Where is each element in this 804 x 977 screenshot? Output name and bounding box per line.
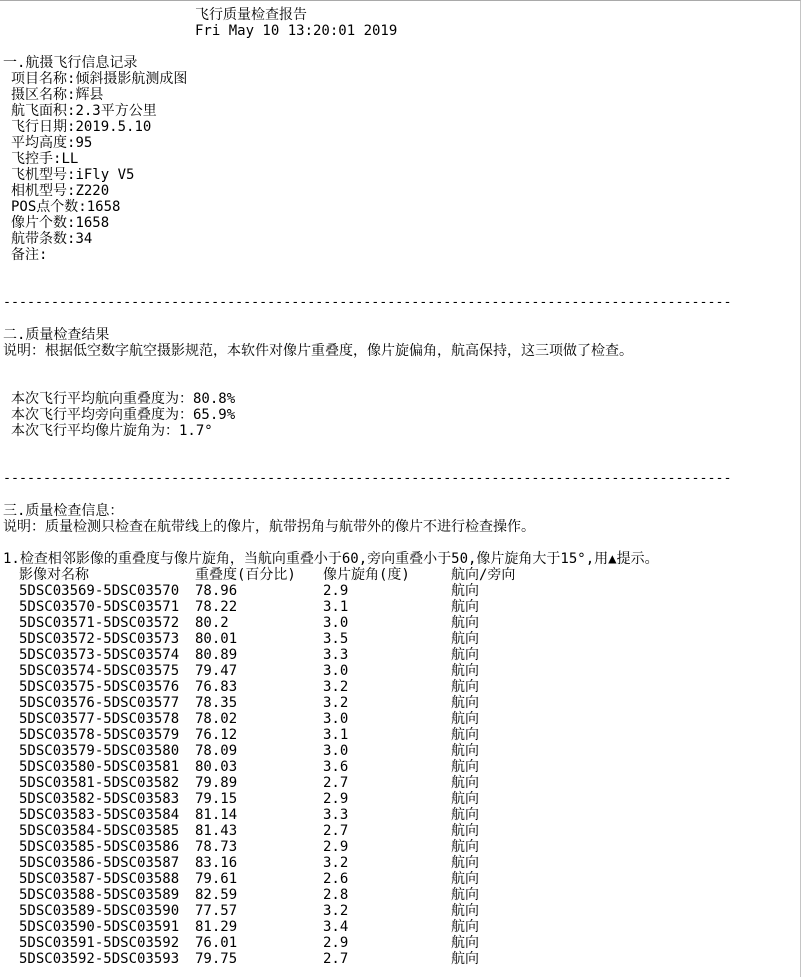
cell-image-pair: 5DSC03589-5DSC03590 (19, 903, 180, 919)
info-field-pilot (11, 151, 78, 167)
cell-overlap: 83.16 (195, 855, 238, 871)
cell-direction: 航向 (451, 663, 479, 679)
report-title: 飞行质量检查报告 (195, 7, 307, 23)
info-field-value: 辉县 (75, 87, 104, 103)
cell-image-pair: 5DSC03582-5DSC03583 (19, 791, 180, 807)
info-field-flight-area (11, 103, 157, 119)
section1-heading: 一.航摄飞行信息记录 (3, 55, 138, 71)
cell-overlap: 76.01 (195, 935, 238, 951)
cell-rotation: 3.3 (323, 647, 349, 663)
divider-line: ------------------------------------------------------------------------------------------- (3, 471, 732, 486)
table-row (0, 935, 800, 951)
cell-direction: 航向 (451, 599, 479, 615)
cell-rotation: 2.9 (323, 791, 349, 807)
info-field-value: 倾斜摄影航测成图 (75, 71, 188, 87)
column-header-rotation: 像片旋角(度) (323, 567, 410, 583)
cell-rotation: 2.8 (323, 887, 349, 903)
cell-overlap: 78.22 (195, 599, 238, 615)
cell-image-pair: 5DSC03587-5DSC03588 (19, 871, 180, 887)
info-field-label: 航飞面积: (11, 103, 76, 119)
cell-direction: 航向 (451, 775, 479, 791)
section2-heading: 二.质量检查结果 (3, 327, 110, 343)
cell-rotation: 2.9 (323, 935, 349, 951)
table-row (0, 647, 800, 663)
info-field-label: 飞行日期: (11, 119, 76, 135)
summary-side-overlap (11, 407, 235, 423)
info-field-flight-date (11, 119, 151, 135)
info-field-average-height (11, 135, 92, 151)
cell-direction: 航向 (451, 711, 479, 727)
table-row (0, 791, 800, 807)
cell-image-pair: 5DSC03575-5DSC03576 (19, 679, 180, 695)
cell-rotation: 2.7 (323, 823, 349, 839)
info-field-value: iFly V5 (75, 167, 135, 183)
cell-image-pair: 5DSC03571-5DSC03572 (19, 615, 180, 631)
cell-direction: 航向 (451, 903, 479, 919)
cell-overlap: 78.09 (195, 743, 238, 759)
cell-image-pair: 5DSC03577-5DSC03578 (19, 711, 180, 727)
cell-image-pair: 5DSC03584-5DSC03585 (19, 823, 180, 839)
section3-heading: 三.质量检查信息： (3, 503, 124, 519)
cell-overlap: 82.59 (195, 887, 238, 903)
cell-image-pair: 5DSC03590-5DSC03591 (19, 919, 180, 935)
cell-overlap: 78.96 (195, 583, 238, 599)
cell-image-pair: 5DSC03579-5DSC03580 (19, 743, 180, 759)
cell-rotation: 3.3 (323, 807, 349, 823)
cell-overlap: 81.14 (195, 807, 238, 823)
cell-image-pair: 5DSC03574-5DSC03575 (19, 663, 180, 679)
cell-direction: 航向 (451, 935, 479, 951)
cell-direction: 航向 (451, 855, 479, 871)
table-row (0, 631, 800, 647)
info-field-label: 项目名称: (11, 71, 76, 87)
info-field-remarks (11, 247, 47, 263)
info-field-value: 2.3平方公里 (75, 103, 157, 119)
info-field-value: 95 (75, 135, 93, 151)
info-field-photo-count (11, 215, 109, 231)
info-field-area-name (11, 87, 103, 103)
cell-direction: 航向 (451, 679, 479, 695)
info-field-value: Z220 (75, 183, 110, 199)
info-field-pos-count (11, 199, 120, 215)
cell-direction: 航向 (451, 759, 479, 775)
info-field-label: 摄区名称: (11, 87, 76, 103)
cell-overlap: 78.73 (195, 839, 238, 855)
summary-value: 80.8% (193, 391, 236, 407)
cell-image-pair: 5DSC03576-5DSC03577 (19, 695, 180, 711)
cell-image-pair: 5DSC03581-5DSC03582 (19, 775, 180, 791)
cell-rotation: 2.9 (323, 839, 349, 855)
table-row (0, 823, 800, 839)
table-row (0, 615, 800, 631)
cell-direction: 航向 (451, 727, 479, 743)
table-row (0, 919, 800, 935)
cell-image-pair: 5DSC03578-5DSC03579 (19, 727, 180, 743)
cell-rotation: 3.2 (323, 855, 349, 871)
summary-value: 65.9% (193, 407, 236, 423)
info-field-label: 飞机型号: (11, 167, 76, 183)
cell-rotation: 3.1 (323, 599, 349, 615)
cell-direction: 航向 (451, 887, 479, 903)
cell-rotation: 3.1 (323, 727, 349, 743)
cell-rotation: 3.0 (323, 663, 349, 679)
summary-label: 本次飞行平均航向重叠度为： (11, 391, 193, 407)
info-field-label: 像片个数: (11, 215, 76, 231)
cell-rotation: 3.2 (323, 695, 349, 711)
info-field-label: 相机型号: (11, 183, 76, 199)
cell-overlap: 76.83 (195, 679, 238, 695)
cell-overlap: 80.01 (195, 631, 238, 647)
report-timestamp: Fri May 10 13:20:01 2019 (195, 23, 398, 39)
cell-overlap: 79.61 (195, 871, 238, 887)
cell-rotation: 3.0 (323, 711, 349, 727)
cell-direction: 航向 (451, 743, 479, 759)
info-field-value: 34 (75, 231, 93, 247)
info-field-camera-model (11, 183, 109, 199)
table-row (0, 695, 800, 711)
info-field-value: 2019.5.10 (75, 119, 152, 135)
cell-overlap: 81.29 (195, 919, 238, 935)
cell-image-pair: 5DSC03570-5DSC03571 (19, 599, 180, 615)
table-row (0, 839, 800, 855)
table-row (0, 951, 800, 967)
summary-value: 1.7° (179, 423, 213, 439)
cell-image-pair: 5DSC03573-5DSC03574 (19, 647, 180, 663)
cell-rotation: 2.7 (323, 775, 349, 791)
info-field-label: 飞控手: (11, 151, 62, 167)
cell-direction: 航向 (451, 807, 479, 823)
info-field-value: 1658 (75, 215, 110, 231)
summary-heading-overlap (11, 391, 235, 407)
table-row (0, 887, 800, 903)
cell-overlap: 78.35 (195, 695, 238, 711)
cell-overlap: 79.15 (195, 791, 238, 807)
info-field-value: 1658 (86, 199, 121, 215)
cell-direction: 航向 (451, 871, 479, 887)
summary-rotation (11, 423, 213, 439)
cell-image-pair: 5DSC03585-5DSC03586 (19, 839, 180, 855)
cell-rotation: 3.0 (323, 743, 349, 759)
cell-rotation: 3.6 (323, 759, 349, 775)
column-header-pair: 影像对名称 (19, 567, 89, 583)
cell-overlap: 80.03 (195, 759, 238, 775)
section2-note: 说明：根据低空数字航空摄影规范，本软件对像片重叠度，像片旋偏角，航高保持，这三项做了检查。 (3, 343, 633, 359)
cell-image-pair: 5DSC03592-5DSC03593 (19, 951, 180, 967)
cell-direction: 航向 (451, 839, 479, 855)
cell-rotation: 3.0 (323, 615, 349, 631)
cell-overlap: 77.57 (195, 903, 238, 919)
table-row (0, 679, 800, 695)
cell-direction: 航向 (451, 791, 479, 807)
cell-image-pair: 5DSC03569-5DSC03570 (19, 583, 180, 599)
section3-note: 说明：质量检测只检查在航带线上的像片，航带拐角与航带外的像片不进行检查操作。 (3, 519, 535, 535)
check-title: 1.检查相邻影像的重叠度与像片旋角，当航向重叠小于60,旁向重叠小于50,像片旋角大于15°,用▲提示。 (3, 551, 659, 567)
cell-rotation: 3.2 (323, 903, 349, 919)
cell-direction: 航向 (451, 695, 479, 711)
table-row (0, 727, 800, 743)
summary-label: 本次飞行平均像片旋角为： (11, 423, 179, 439)
table-row (0, 663, 800, 679)
cell-direction: 航向 (451, 647, 479, 663)
cell-rotation: 2.6 (323, 871, 349, 887)
table-row (0, 807, 800, 823)
info-field-value: LL (61, 151, 79, 167)
cell-direction: 航向 (451, 919, 479, 935)
cell-rotation: 3.2 (323, 679, 349, 695)
cell-overlap: 78.02 (195, 711, 238, 727)
divider-line: ------------------------------------------------------------------------------------------- (3, 295, 732, 310)
column-header-direction: 航向/旁向 (451, 567, 516, 583)
cell-overlap: 79.47 (195, 663, 238, 679)
info-field-label: 航带条数: (11, 231, 76, 247)
cell-image-pair: 5DSC03591-5DSC03592 (19, 935, 180, 951)
table-row (0, 743, 800, 759)
table-row (0, 583, 800, 599)
cell-rotation: 3.5 (323, 631, 349, 647)
info-field-label: 平均高度: (11, 135, 76, 151)
cell-direction: 航向 (451, 583, 479, 599)
cell-overlap: 80.89 (195, 647, 238, 663)
cell-rotation: 2.9 (323, 583, 349, 599)
info-field-strip-count (11, 231, 92, 247)
cell-image-pair: 5DSC03583-5DSC03584 (19, 807, 180, 823)
cell-overlap: 79.75 (195, 951, 238, 967)
table-row (0, 871, 800, 887)
table-row (0, 775, 800, 791)
cell-direction: 航向 (451, 631, 479, 647)
cell-image-pair: 5DSC03572-5DSC03573 (19, 631, 180, 647)
cell-overlap: 80.2 (195, 615, 229, 631)
table-row (0, 711, 800, 727)
cell-image-pair: 5DSC03580-5DSC03581 (19, 759, 180, 775)
info-field-label: 备注: (11, 247, 48, 263)
cell-rotation: 3.4 (323, 919, 349, 935)
cell-image-pair: 5DSC03588-5DSC03589 (19, 887, 180, 903)
cell-direction: 航向 (451, 823, 479, 839)
table-header (0, 567, 800, 583)
cell-overlap: 81.43 (195, 823, 238, 839)
cell-overlap: 76.12 (195, 727, 238, 743)
info-field-label: POS点个数: (11, 199, 87, 215)
info-field-aircraft-model (11, 167, 134, 183)
column-header-overlap: 重叠度(百分比) (195, 567, 296, 583)
table-row (0, 855, 800, 871)
table-row (0, 903, 800, 919)
cell-overlap: 79.89 (195, 775, 238, 791)
table-row (0, 599, 800, 615)
cell-direction: 航向 (451, 615, 479, 631)
info-field-project-name (11, 71, 187, 87)
cell-rotation: 2.7 (323, 951, 349, 967)
summary-label: 本次飞行平均旁向重叠度为： (11, 407, 193, 423)
cell-image-pair: 5DSC03586-5DSC03587 (19, 855, 180, 871)
table-row (0, 759, 800, 775)
cell-direction: 航向 (451, 951, 479, 967)
